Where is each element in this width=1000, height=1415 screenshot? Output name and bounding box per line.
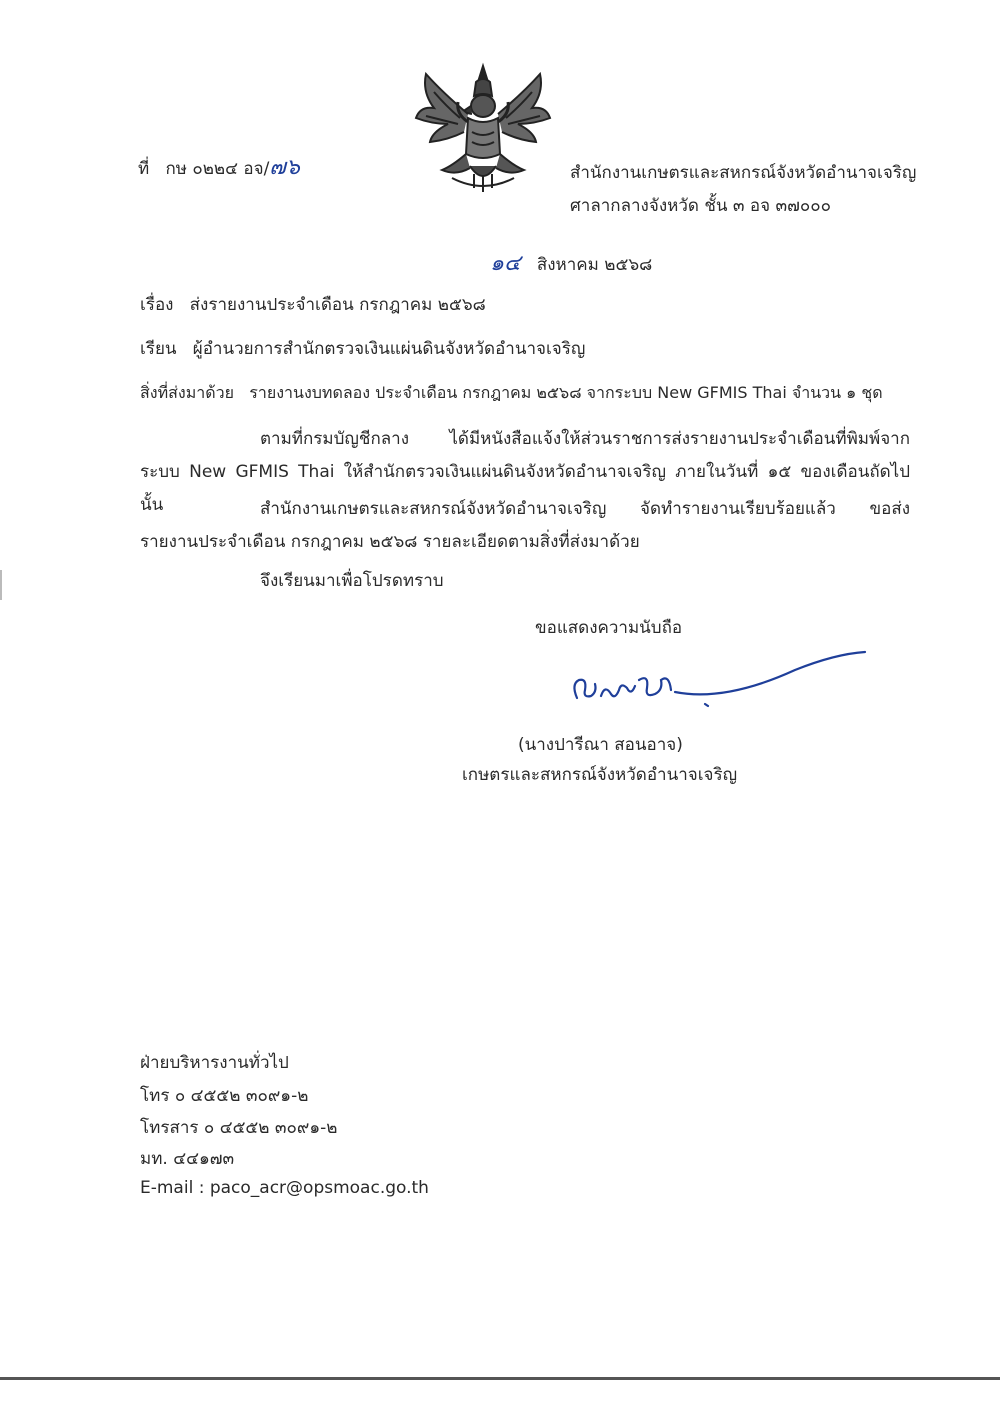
- footer-phone: โทร ๐ ๔๕๕๒ ๓๐๙๑-๒: [140, 1086, 309, 1106]
- paragraph-2-text: สำนักงานเกษตรและสหกรณ์จังหวัดอำนาจเจริญ จัดทำรายงานเรียบร้อยแล้ว ขอส่งรายงานประจำเดือน กรกฎาคม ๒๕๖๘ รายละเอียดตามสิ่งที่ส่งมาด้วย: [140, 499, 910, 552]
- scan-bottom-rule: [0, 1377, 1000, 1380]
- reference-number: กษ ๐๒๒๔ อจ/: [165, 159, 270, 179]
- subject-text: ส่งรายงานประจำเดือน กรกฎาคม ๒๕๖๘: [189, 295, 486, 315]
- signature-icon: [565, 640, 875, 720]
- enclosure-label: สิ่งที่ส่งมาด้วย: [140, 383, 234, 402]
- footer-department: ฝ่ายบริหารงานทั่วไป: [140, 1053, 289, 1073]
- recipient-label: เรียน: [140, 339, 177, 359]
- footer-fax: โทรสาร ๐ ๔๕๕๒ ๓๐๙๑-๒: [140, 1118, 338, 1138]
- document-date: [490, 253, 652, 276]
- office-name: สำนักงานเกษตรและสหกรณ์จังหวัดอำนาจเจริญ: [570, 163, 917, 183]
- closing-line: จึงเรียนมาเพื่อโปรดทราบ: [260, 571, 444, 591]
- signer-name: (นางปารีณา สอนอาจ): [518, 735, 683, 755]
- subject-line: [140, 294, 486, 316]
- signer-position: เกษตรและสหกรณ์จังหวัดอำนาจเจริญ: [462, 765, 738, 785]
- enclosure-line: [140, 382, 883, 404]
- reference-handwritten-number: ๗๖: [269, 155, 300, 180]
- recipient-line: [140, 338, 585, 360]
- footer-email: E-mail : paco_acr@opsmoac.go.th: [140, 1178, 429, 1198]
- date-month-year: สิงหาคม ๒๕๖๘: [536, 255, 653, 275]
- recipient-text: ผู้อำนวยการสำนักตรวจเงินแผ่นดินจังหวัดอำนาจเจริญ: [192, 339, 586, 359]
- paragraph-1-text: ตามที่กรมบัญชีกลาง ได้มีหนังสือแจ้งให้ส่วนราชการส่งรายงานประจำเดือนที่พิมพ์จากระบบ New GFMIS Thai ให้สำนักตรวจเงินแผ่นดินจังหวัดอำนาจเจริญ ภายในวันที่ ๑๕ ของเดือนถัดไป นั้น: [140, 429, 910, 515]
- garuda-emblem-icon: [412, 62, 554, 194]
- regards-line: ขอแสดงความนับถือ: [535, 618, 683, 638]
- subject-label: เรื่อง: [140, 295, 174, 315]
- scan-edge-mark: [0, 570, 2, 600]
- document-reference: [138, 157, 300, 180]
- enclosure-text: รายงานงบทดลอง ประจำเดือน กรกฎาคม ๒๕๖๘ จากระบบ New GFMIS Thai จำนวน ๑ ชุด: [249, 383, 883, 402]
- body-paragraph-2: [140, 493, 910, 559]
- footer-internal-phone: มท. ๔๔๑๗๓: [140, 1149, 235, 1169]
- reference-label: ที่: [138, 159, 150, 179]
- date-day-handwritten: ๑๔: [490, 251, 521, 276]
- office-address: ศาลากลางจังหวัด ชั้น ๓ อจ ๓๗๐๐๐: [570, 196, 832, 216]
